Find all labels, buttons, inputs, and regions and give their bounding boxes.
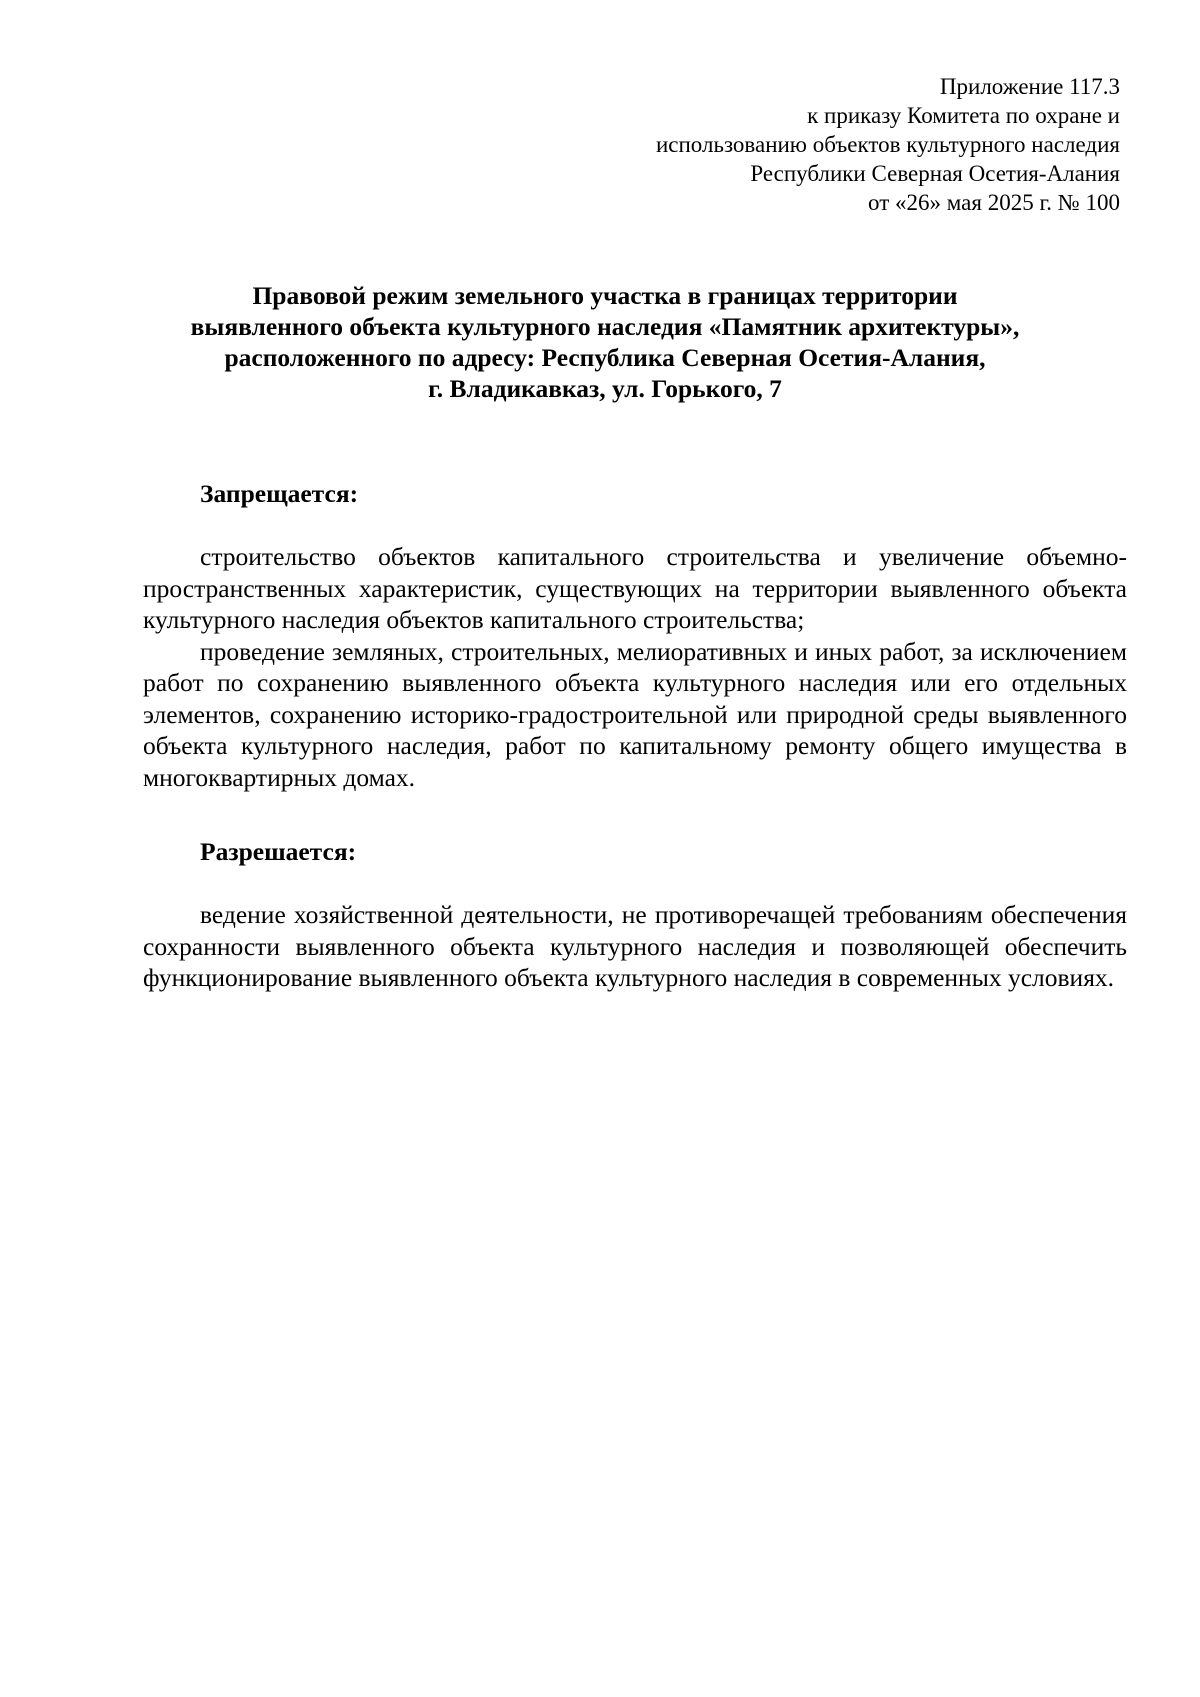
- appendix-order-date: от «26» мая 2025 г. № 100: [868, 190, 1120, 215]
- appendix-order-line-3: Республики Северная Осетия-Алания: [750, 161, 1120, 186]
- title-line-1: Правовой режим земельного участка в границах территории: [252, 281, 958, 310]
- appendix-order-line-2: использованию объектов культурного наследия: [655, 132, 1120, 157]
- title-line-4: г. Владикавказ, ул. Горького, 7: [428, 374, 782, 403]
- prohibited-paragraph: проведение земляных, строительных, мелиоративных и иных работ, за исключением работ по сохранению выявленного объекта культурного наследия или его отдельных элементов, сохранению историко-градостроительной или природной среды выявленного объекта культурного наследия, работ по капитальному ремонту общего имущества в многоквартирных домах.: [143, 636, 1127, 792]
- document-title: [140, 280, 1070, 404]
- appendix-header: [560, 72, 1120, 217]
- allowed-heading: Разрешается:: [200, 837, 357, 866]
- allowed-section: [143, 899, 1127, 994]
- title-line-2: выявленного объекта культурного наследия «Памятник архитектуры»,: [190, 312, 1020, 341]
- prohibited-section: [143, 541, 1127, 793]
- prohibited-paragraph: строительство объектов капитального строительства и увеличение объемно-пространственных характеристик, существующих на территории выявленного объекта культурного наследия объектов капитального строительства;: [143, 542, 1127, 634]
- appendix-number: Приложение 117.3: [939, 74, 1120, 99]
- appendix-order-line-1: к приказу Комитета по охране и: [807, 103, 1120, 128]
- prohibited-heading: Запрещается:: [200, 479, 359, 508]
- title-line-3: расположенного по адресу: Республика Северная Осетия-Алания,: [224, 343, 986, 372]
- allowed-paragraph: ведение хозяйственной деятельности, не противоречащей требованиям обеспечения сохранности выявленного объекта культурного наследия и позволяющей обеспечить функционирование выявленного объекта культурного наследия в современных условиях.: [143, 900, 1127, 992]
